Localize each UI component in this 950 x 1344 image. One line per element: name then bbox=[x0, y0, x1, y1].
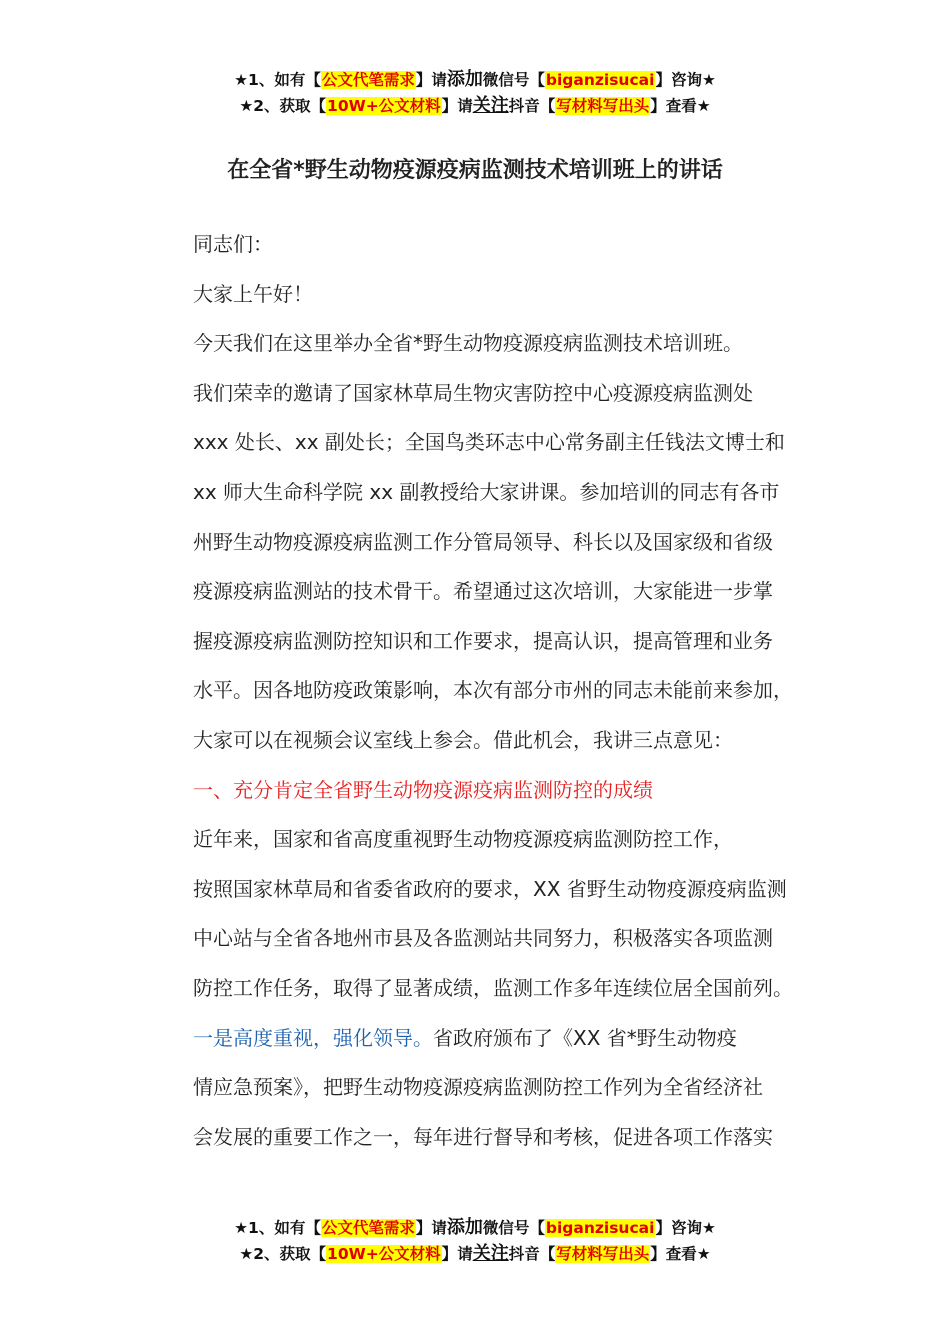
promo-line-1 bbox=[0, 1215, 950, 1241]
text-line: 按照国家林草局和省委省政府的要求，XX 省野生动物疫源疫病监测 bbox=[193, 876, 787, 901]
text-line: 中心站与全省各地州市县及各监测站共同努力，积极落实各项监测 bbox=[193, 926, 773, 951]
promo-douyin-id: 写材料写出头 bbox=[556, 97, 650, 115]
text-line: 我们荣幸的邀请了国家林草局生物灾害防控中心疫源疫病监测处 bbox=[193, 380, 753, 405]
promo-text: 】请 bbox=[441, 1245, 473, 1263]
point-1-lead: 一是高度重视，强化领导。 bbox=[193, 1025, 433, 1050]
promo-line-1 bbox=[0, 67, 950, 93]
text-line: 情应急预案》，把野生动物疫源疫病监测防控工作列为全省经济社 bbox=[193, 1075, 763, 1100]
text-line: 大家可以在视频会议室线上参会。借此机会，我讲三点意见： bbox=[193, 727, 733, 752]
text-line: xx 师大生命科学院 xx 副教授给大家讲课。参加培训的同志有各市 bbox=[193, 479, 780, 504]
promo-emphasis: 添加 bbox=[446, 69, 483, 90]
text-line: 疫源疫病监测站的技术骨干。希望通过这次培训，大家能进一步掌 bbox=[193, 579, 773, 604]
promo-emphasis: 添加 bbox=[446, 1217, 483, 1238]
text-line: 近年来，国家和省高度重视野生动物疫源疫病监测防控工作， bbox=[193, 827, 733, 852]
promo-highlight: 10W+公文材料 bbox=[327, 1245, 441, 1263]
greeting: 大家上午好！ bbox=[193, 281, 313, 306]
promo-text: 微信号【 bbox=[482, 1219, 545, 1237]
intro-paragraph bbox=[143, 319, 808, 765]
promo-text: 】查看★ bbox=[650, 1245, 711, 1263]
promo-text: ★2、获取【 bbox=[239, 1245, 327, 1263]
point-1-text: 省政府颁布了《XX 省*野生动物疫 bbox=[433, 1025, 737, 1050]
section-heading-1: 一、充分肯定全省野生动物疫源疫病监测防控的成绩 bbox=[193, 777, 653, 802]
text-line: xxx 处长、xx 副处长；全国鸟类环志中心常务副主任钱法文博士和 bbox=[193, 430, 785, 455]
top-promo-banner bbox=[0, 67, 950, 119]
promo-wechat-id: biganzisucai bbox=[545, 1219, 655, 1237]
section-1-paragraph bbox=[143, 815, 808, 1013]
text-line: 今天我们在这里举办全省*野生动物疫源疫病监测技术培训班。 bbox=[193, 331, 743, 356]
promo-text: 】请 bbox=[415, 71, 447, 89]
promo-wechat-id: biganzisucai bbox=[545, 71, 655, 89]
text-line: 会发展的重要工作之一，每年进行督导和考核，促进各项工作落实 bbox=[193, 1124, 773, 1149]
promo-highlight: 10W+公文材料 bbox=[327, 97, 441, 115]
promo-highlight: 公文代笔需求 bbox=[321, 71, 415, 89]
promo-highlight: 公文代笔需求 bbox=[321, 1219, 415, 1237]
salutation: 同志们： bbox=[193, 232, 273, 256]
promo-text: ★2、获取【 bbox=[239, 97, 327, 115]
bottom-promo-banner bbox=[0, 1215, 950, 1267]
promo-emphasis: 关注 bbox=[472, 95, 509, 116]
promo-text: 抖音【 bbox=[508, 97, 556, 115]
promo-text: 】查看★ bbox=[650, 97, 711, 115]
promo-text: 】咨询★ bbox=[655, 71, 716, 89]
promo-text: 】咨询★ bbox=[655, 1219, 716, 1237]
promo-text: ★1、如有【 bbox=[234, 71, 321, 89]
text-line: 州野生动物疫源疫病监测工作分管局领导、科长以及国家级和省级 bbox=[193, 529, 773, 554]
promo-text: ★1、如有【 bbox=[234, 1219, 321, 1237]
promo-emphasis: 关注 bbox=[472, 1243, 509, 1264]
text-line: 握疫源疫病监测防控知识和工作要求，提高认识，提高管理和业务 bbox=[193, 628, 773, 653]
text-line bbox=[143, 1014, 808, 1064]
text-line: 水平。因各地防疫政策影响，本次有部分市州的同志未能前来参加， bbox=[193, 678, 793, 703]
promo-douyin-id: 写材料写出头 bbox=[556, 1245, 650, 1263]
promo-text: 】请 bbox=[441, 97, 473, 115]
document-title: 在全省*野生动物疫源疫病监测技术培训班上的讲话 bbox=[227, 158, 723, 183]
text-line: 防控工作任务，取得了显著成绩，监测工作多年连续位居全国前列。 bbox=[193, 975, 793, 1000]
promo-line-2 bbox=[0, 93, 950, 119]
document-body bbox=[143, 220, 808, 1162]
promo-text: 】请 bbox=[415, 1219, 447, 1237]
promo-line-2 bbox=[0, 1241, 950, 1267]
point-1-paragraph bbox=[143, 1014, 808, 1163]
promo-text: 抖音【 bbox=[508, 1245, 556, 1263]
promo-text: 微信号【 bbox=[482, 71, 545, 89]
